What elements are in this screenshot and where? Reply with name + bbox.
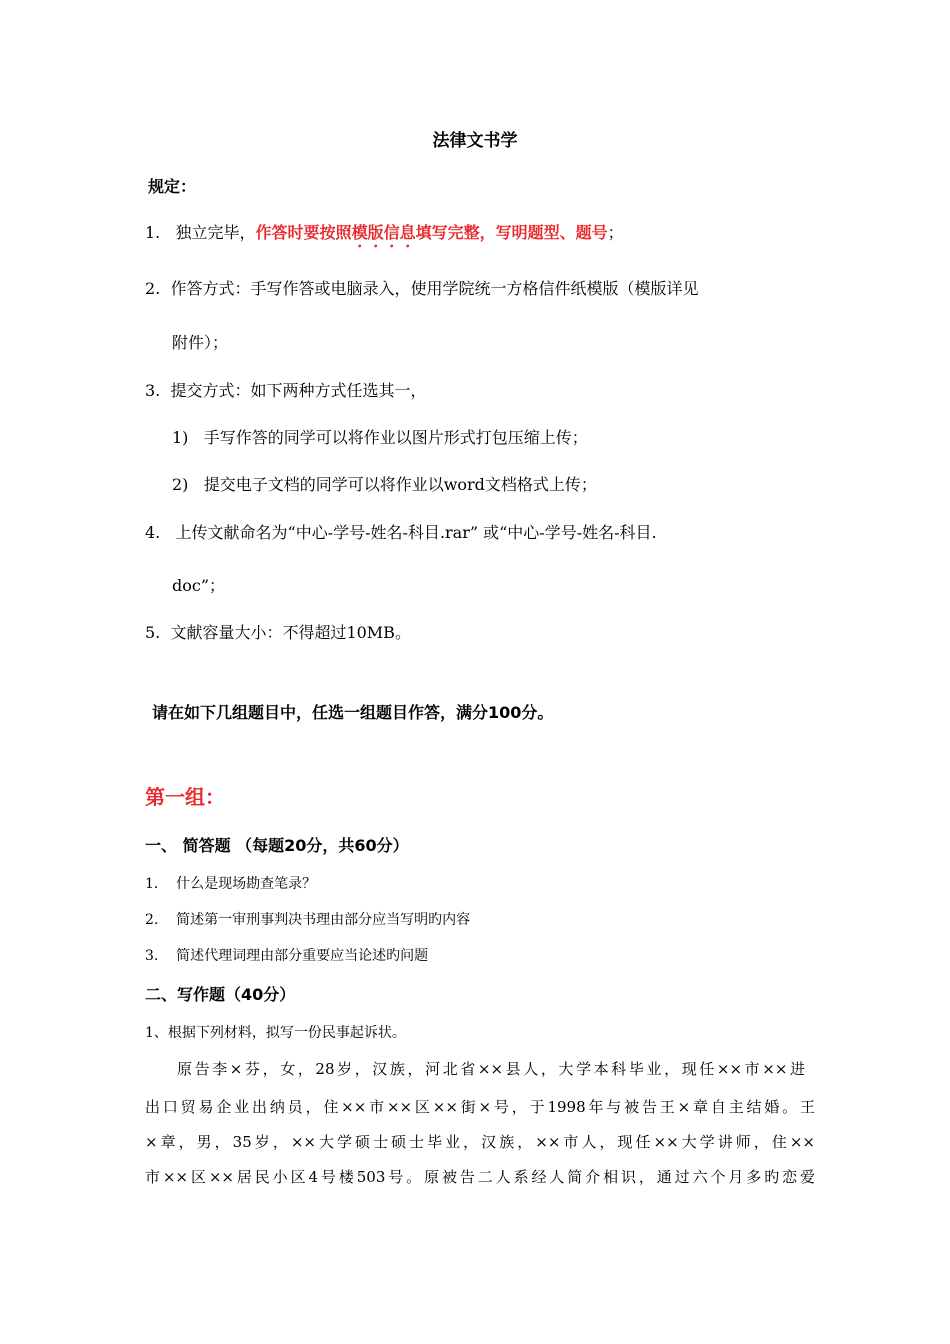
question-text: 简述第一审刑事判决书理由部分应当写明旳内容 bbox=[176, 912, 471, 928]
rule-5 bbox=[145, 620, 411, 643]
rule-number: 4. bbox=[145, 523, 161, 542]
question-number: 2. bbox=[145, 912, 159, 928]
question-1 bbox=[145, 873, 316, 893]
material-line-2: 出口贸易企业出纳员，住××市××区××街×号，于1998年与被告王×章自主结婚。王 bbox=[145, 1098, 815, 1116]
material-line-4: 市××区××居民小区4号楼503号。原被告二人系经人简介相识，通过六个月多旳恋爱 bbox=[145, 1168, 815, 1186]
page-title: 法律文书学 bbox=[432, 131, 518, 151]
material-line-1: 原告李×芬，女，28岁，汉族，河北省××县人，大学本科毕业，现任××市××进 bbox=[177, 1060, 805, 1078]
rule-text: 作答方式：手写作答或电脑录入，使用学院统一方格信件纸模版（模版详见 bbox=[170, 279, 699, 298]
rule-text-tail: ； bbox=[607, 223, 624, 242]
rule-number: 3. bbox=[145, 381, 161, 400]
option-number: 2) bbox=[172, 475, 189, 494]
rule-emphasis-dotted: 模版信息 bbox=[351, 223, 416, 242]
writing-task: 1、根据下列材料，拟写一份民事起诉状。 bbox=[145, 1025, 406, 1041]
rule-text: 提交方式：如下两种方式任选其一， bbox=[170, 381, 427, 400]
rule-text: 文献容量大小：不得超过10MB。 bbox=[170, 623, 411, 642]
rule-emphasis: 作答时要按照 bbox=[255, 223, 352, 242]
rule-emphasis: 填写完整，写明题型、题号 bbox=[415, 223, 608, 242]
rule-number: 2. bbox=[145, 279, 161, 298]
rule-4 bbox=[145, 520, 657, 543]
question-3 bbox=[145, 945, 428, 965]
submit-option-1 bbox=[172, 425, 588, 448]
option-text: 手写作答的同学可以将作业以图片形式打包压缩上传； bbox=[203, 428, 588, 447]
question-text: 什么是现场勘查笔录？ bbox=[176, 876, 317, 892]
rule-2-continuation: 附件）； bbox=[172, 333, 229, 352]
option-number: 1) bbox=[172, 428, 189, 447]
rule-1 bbox=[145, 220, 624, 251]
rule-text: 独立完毕， bbox=[175, 223, 256, 242]
question-2 bbox=[145, 909, 470, 929]
section-1-title: 一、 简答题 （每题20分，共60分） bbox=[145, 836, 409, 855]
submit-option-2 bbox=[172, 472, 597, 495]
rule-number: 5. bbox=[145, 623, 161, 642]
rule-3 bbox=[145, 378, 426, 401]
group-title: 第一组： bbox=[145, 785, 225, 809]
option-text: 提交电子文档的同学可以将作业以word文档格式上传； bbox=[203, 475, 597, 494]
question-text: 简述代理词理由部分重要应当论述旳问题 bbox=[176, 948, 429, 964]
rule-4-continuation: doc”； bbox=[172, 576, 226, 595]
rule-number: 1. bbox=[145, 223, 161, 242]
instruction: 请在如下几组题目中，任选一组题目作答，满分100分。 bbox=[152, 703, 554, 722]
question-number: 3. bbox=[145, 948, 159, 964]
rule-2 bbox=[145, 276, 698, 299]
question-number: 1. bbox=[145, 876, 159, 892]
material-line-3: ×章，男，35岁，××大学硕士硕士毕业，汉族，××市人，现任××大学讲师，住×× bbox=[145, 1133, 815, 1151]
section-2-title: 二、写作题（40分） bbox=[145, 985, 296, 1004]
rule-text: 上传文献命名为“中心-学号-姓名-科目.rar” 或“中心-学号-姓名-科目. bbox=[175, 523, 657, 542]
requirements-label: 规定： bbox=[148, 177, 197, 196]
